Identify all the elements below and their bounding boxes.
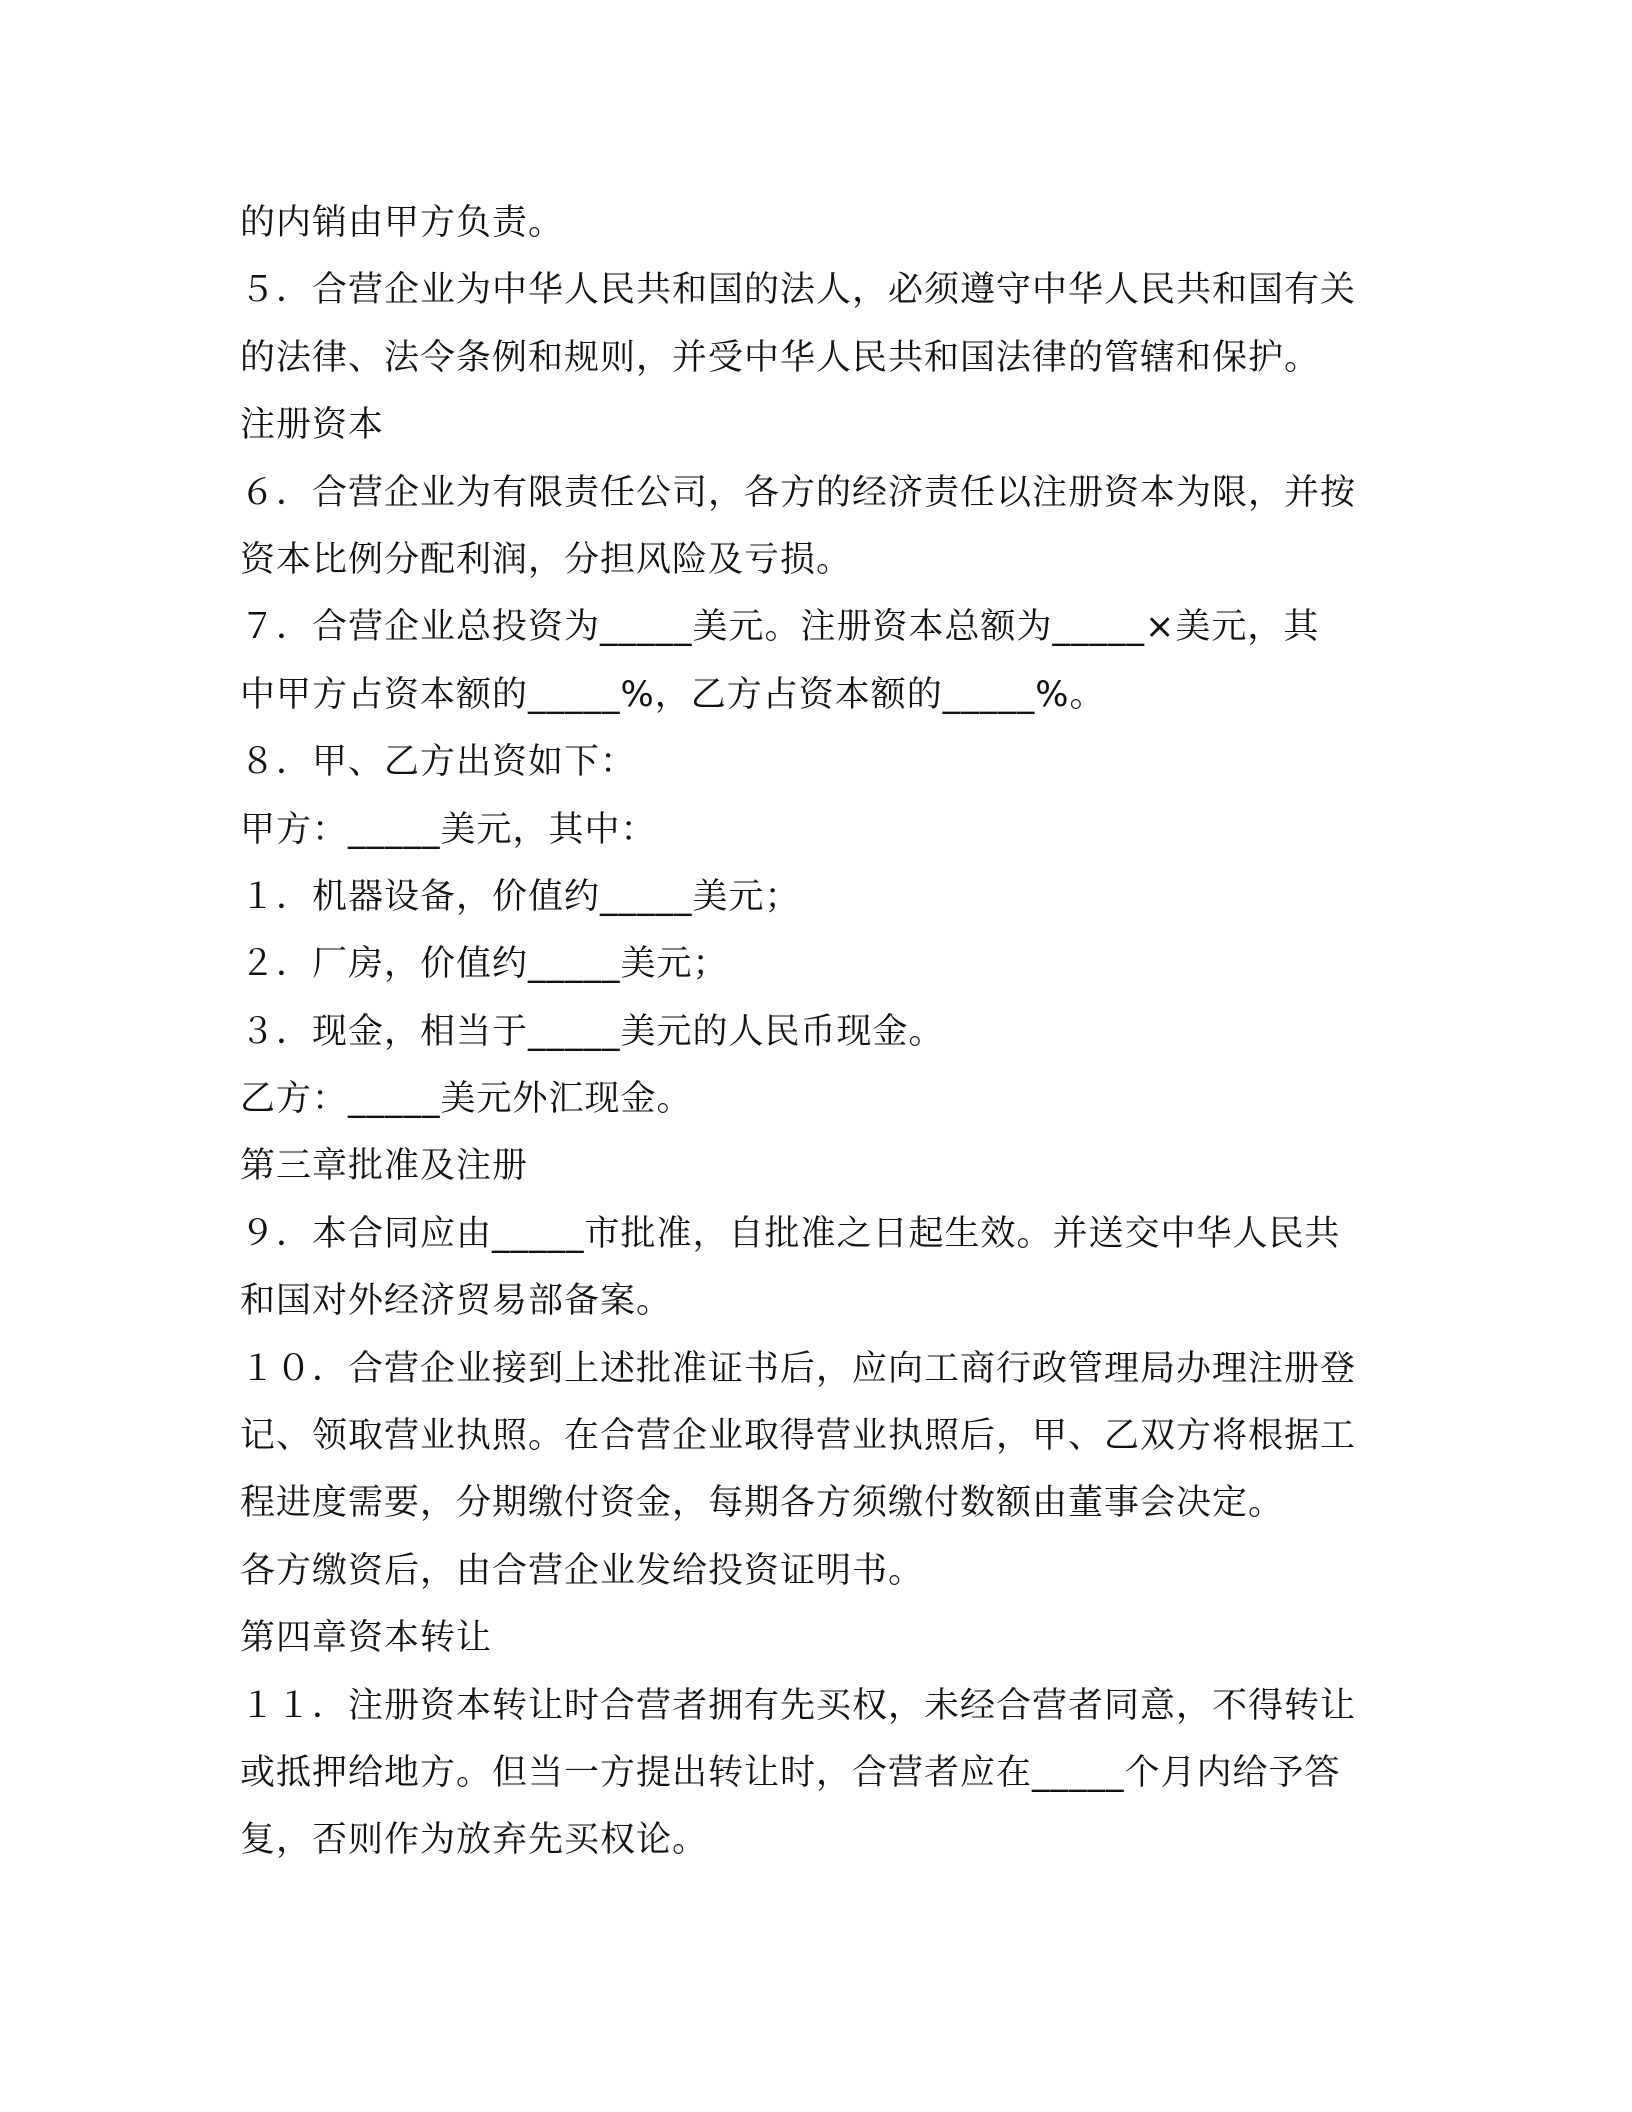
chapter-heading: 第三章批准及注册 (240, 1146, 529, 1187)
text-line: ３．现金，相当于_____美元的人民币现金。 (240, 1011, 945, 1052)
text-line: 甲方：_____美元，其中： (240, 809, 657, 850)
text-line: ６．合营企业为有限责任公司，各方的经济责任以注册资本为限，并按 (240, 472, 1357, 513)
text-line: ８．甲、乙方出资如下： (240, 742, 637, 783)
section-heading: 注册资本 (240, 405, 385, 446)
text-line: １１．注册资本转让时合营者拥有先买权，未经合营者同意，不得转让 (240, 1685, 1357, 1726)
text-line: 程进度需要，分期缴付资金，每期各方须缴付数额由董事会决定。 (240, 1483, 1285, 1524)
text-line: 或抵押给地方。但当一方提出转让时，合营者应在_____个月内给予答 (240, 1752, 1341, 1793)
text-line: 的内销由甲方负责。 (240, 203, 565, 243)
text-line: ５．合营企业为中华人民共和国的法人，必须遵守中华人民共和国有关 (240, 270, 1357, 311)
text-line: 的法律、法令条例和规则，并受中华人民共和国法律的管辖和保护。 (240, 337, 1321, 378)
text-line: 各方缴资后，由合营企业发给投资证明书。 (240, 1550, 925, 1591)
text-line: 中甲方占资本额的_____%，乙方占资本额的_____%。 (240, 674, 1106, 715)
text-line: １．机器设备，价值约_____美元； (240, 876, 801, 917)
chapter-heading: 第四章资本转让 (240, 1618, 493, 1659)
document-body (240, 190, 1400, 1875)
text-line: ７．合营企业总投资为_____美元。注册资本总额为_____×美元，其 (240, 607, 1320, 648)
text-line: 和国对外经济贸易部备案。 (240, 1281, 673, 1322)
text-line: ２．厂房，价值约_____美元； (240, 944, 729, 985)
text-line: 资本比例分配利润，分担风险及亏损。 (240, 539, 853, 580)
text-line: 乙方：_____美元外汇现金。 (240, 1079, 693, 1120)
text-line: 记、领取营业执照。在合营企业取得营业执照后，甲、乙双方将根据工 (240, 1416, 1357, 1457)
text-line: 复，否则作为放弃先买权论。 (240, 1820, 709, 1861)
text-line: １０．合营企业接到上述批准证书后，应向工商行政管理局办理注册登 (240, 1348, 1357, 1389)
text-line: ９．本合同应由_____市批准，自批准之日起生效。并送交中华人民共 (240, 1213, 1341, 1254)
